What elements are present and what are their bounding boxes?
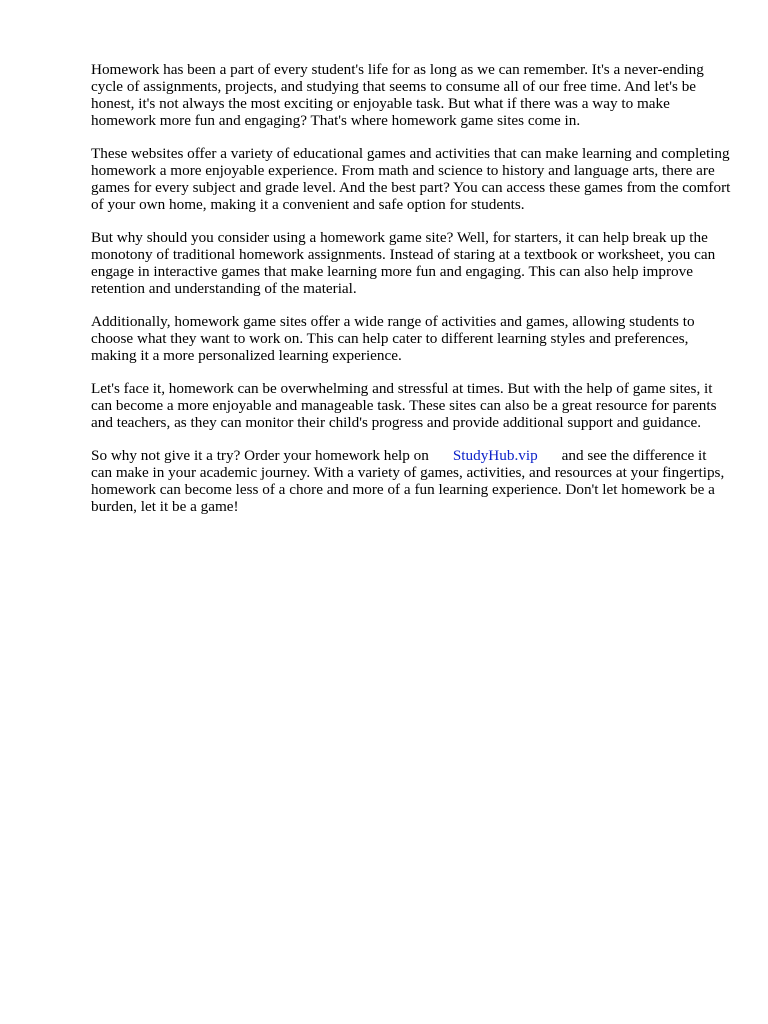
paragraph-websites: These websites offer a variety of educational games and activities that can make learning and completing homework a more enjoyable experience. From math and science to history and language arts, there are games for every subject and grade level. And the best part? You can access these games from the comfort of your own home, making it a convenient and safe option for students. [91, 145, 731, 213]
paragraph-closing [91, 447, 731, 515]
studyhub-link[interactable]: StudyHub.vip [452, 447, 538, 464]
paragraph-intro: Homework has been a part of every student's life for as long as we can remember. It's a never-ending cycle of assignments, projects, and studying that seems to consume all of our free time. And let's be honest, it's not always the most exciting or enjoyable task. But what if there was a way to make homework more fun and engaging? That's where homework game sites come in. [91, 61, 704, 129]
document-body [91, 61, 731, 531]
closing-text-after-link: and see the difference it can make in your academic journey. With a variety of games, activities, and resources at your fingertips, homework can become less of a chore and more of a fun learning experience. Don't let homework be a burden, let it be a game! [91, 447, 725, 515]
paragraph-why: But why should you consider using a homework game site? Well, for starters, it can help break up the monotony of traditional homework assignments. Instead of staring at a textbook or worksheet, you can engage in interactive games that make learning more fun and engaging. This can also help improve retention and understanding of the material. [91, 229, 716, 297]
closing-text-before-link: So why not give it a try? Order your homework help on [91, 447, 429, 464]
paragraph-additionally: Additionally, homework game sites offer a wide range of activities and games, allowing students to choose what they want to work on. This can help cater to different learning styles and preferences, making it a more personalized learning experience. [91, 313, 695, 364]
paragraph-face-it: Let's face it, homework can be overwhelming and stressful at times. But with the help of game sites, it can become a more enjoyable and manageable task. These sites can also be a great resource for parents and teachers, as they can monitor their child's progress and provide additional support and guidance. [91, 380, 717, 431]
